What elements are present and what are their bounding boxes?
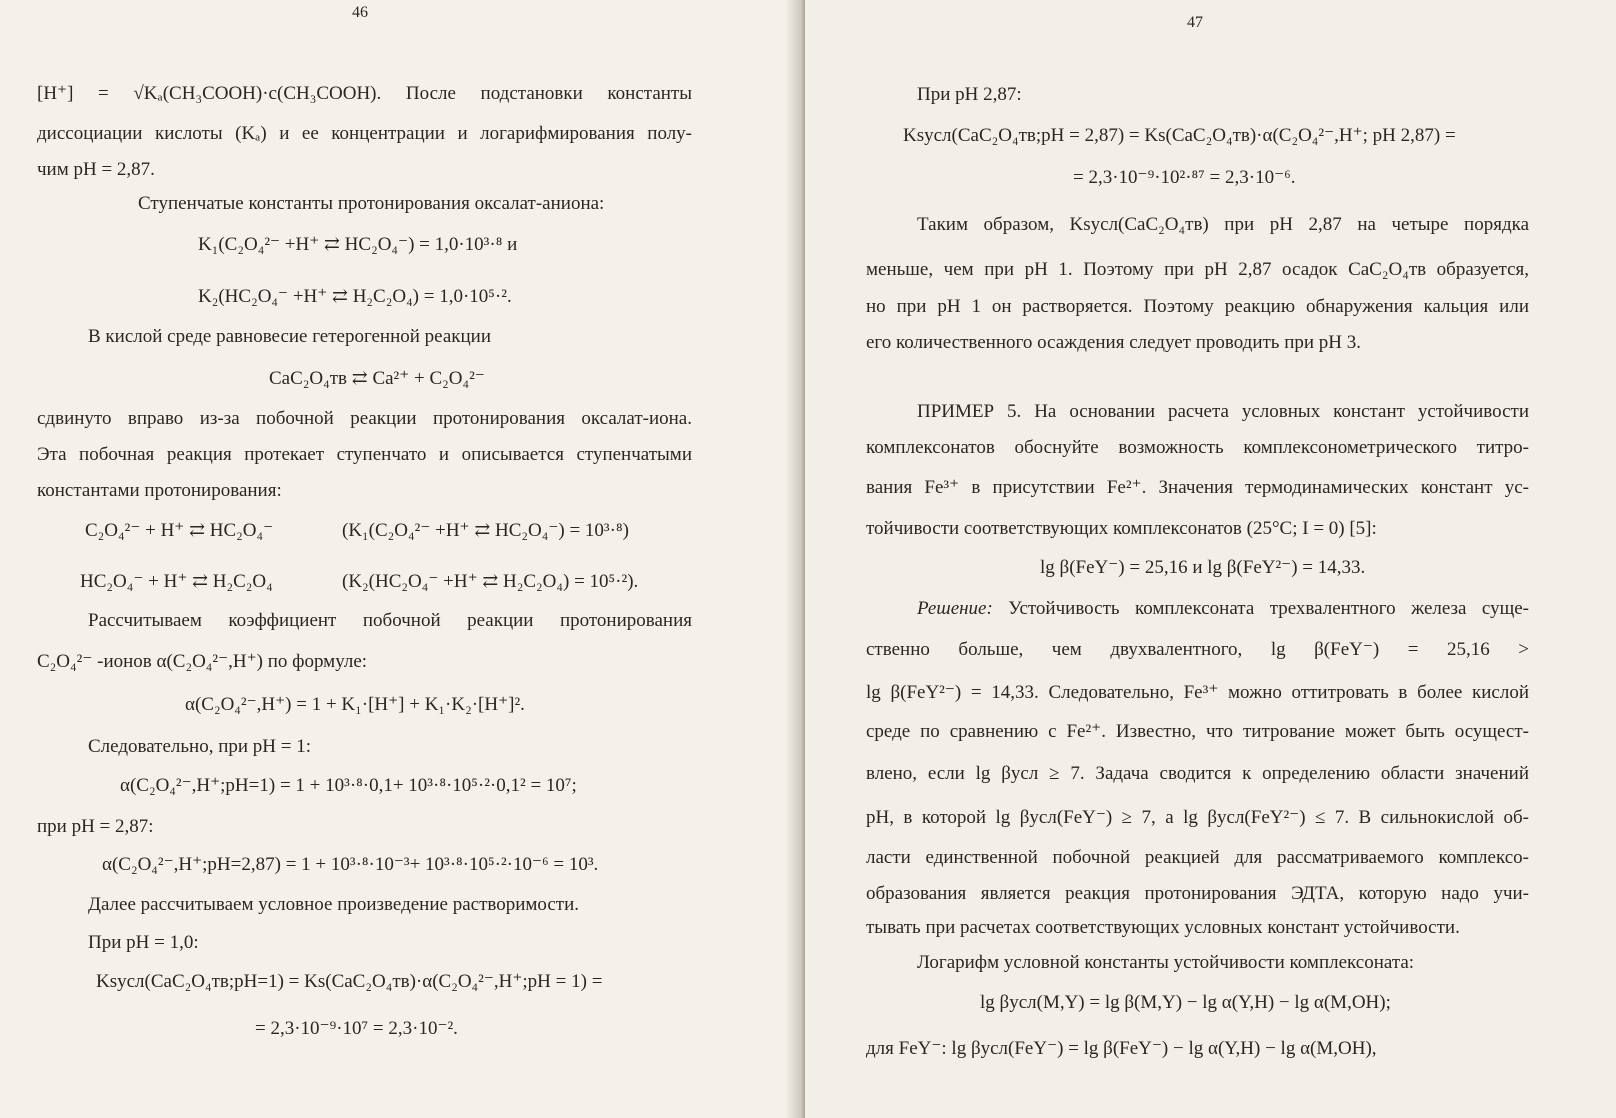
equation: Ksусл(CaC₂O₄тв;pH = 2,87) = Ks(CaC₂O₄тв)·α(C₂O₄²⁻,H⁺; pH 2,87) = (903, 125, 1456, 146)
text-line: C₂O₄²⁻ -ионов α(C₂O₄²⁻,H⁺) по формуле: (37, 651, 368, 672)
right-page (805, 0, 1616, 1118)
equation: для FeY⁻: lg βусл(FeY⁻) = lg β(FeY⁻) − lg α(Y,H) − lg α(M,OH), (866, 1038, 1377, 1059)
page-number: 46 (352, 4, 368, 21)
left-page (0, 0, 805, 1118)
equation: α(C₂O₄²⁻,H⁺;pH=2,87) = 1 + 10³·⁸·10⁻³+ 10³·⁸·10⁵·²·10⁻⁶ = 10³. (102, 854, 599, 875)
text-line: комплексонатов обоснуйте возможность комплексонометрического титро- (866, 437, 1529, 458)
text-line: чим pH = 2,87. (37, 159, 155, 180)
equation: C₂O₄²⁻ + H⁺ ⇄ HC₂O₄⁻ (85, 520, 274, 541)
text-line: При pH 2,87: (917, 84, 1022, 105)
text-line: При pH = 1,0: (88, 932, 199, 953)
text-line: В кислой среде равновесие гетерогенной реакции (88, 326, 492, 347)
text-line: сдвинуто вправо из-за побочной реакции протонирования оксалат-иона. (37, 408, 692, 429)
text-line: вания Fe³⁺ в присутствии Fe²⁺. Значения термодинамических констант ус- (866, 477, 1529, 498)
text-line: константами протонирования: (37, 480, 282, 501)
equation: CaC₂O₄тв ⇄ Ca²⁺ + C₂O₄²⁻ (269, 368, 485, 389)
text-line: при pH = 2,87: (37, 816, 154, 837)
text-line: тывать при расчетах соответствующих условных констант устойчивости. (866, 917, 1460, 938)
page-number: 47 (1187, 14, 1203, 31)
text-line: но при pH 1 он растворяется. Поэтому реакцию обнаружения кальция или (866, 296, 1529, 317)
text-line: [H⁺] = √Kₐ(CH₃COOH)·c(CH₃COOH). После подстановки константы (37, 83, 692, 104)
equation: lg βусл(M,Y) = lg β(M,Y) − lg α(Y,H) − lg α(M,OH); (980, 992, 1391, 1013)
solution-label: Решение: (917, 598, 993, 619)
text-line: Таким образом, Ksусл(CaC₂O₄тв) при pH 2,87 на четыре порядка (917, 214, 1529, 235)
equation: lg β(FeY⁻) = 25,16 и lg β(FeY²⁻) = 14,33. (1040, 557, 1366, 578)
equation: K₂(HC₂O₄⁻ +H⁺ ⇄ H₂C₂O₄) = 1,0·10⁵·². (198, 286, 512, 307)
equation: HC₂O₄⁻ + H⁺ ⇄ H₂C₂O₄ (80, 571, 273, 592)
text-line: Ступенчатые константы протонирования оксалат-аниона: (138, 193, 605, 214)
equation: α(C₂O₄²⁻,H⁺) = 1 + K₁·[H⁺] + K₁·K₂·[H⁺]². (185, 694, 525, 715)
text-line: среде по сравнению с Fe²⁺. Известно, что титрование может быть осущест- (866, 721, 1529, 742)
text-line: Рассчитываем коэффициент побочной реакции протонирования (88, 610, 692, 631)
text-line: Следовательно, при pH = 1: (88, 736, 312, 757)
equation: Ksусл(CaC₂O₄тв;pH=1) = Ks(CaC₂O₄тв)·α(C₂O₄²⁻,H⁺;pH = 1) = (96, 971, 603, 992)
equation: (K₂(HC₂O₄⁻ +H⁺ ⇄ H₂C₂O₄) = 10⁵·²). (342, 571, 639, 592)
text-line: ПРИМЕР 5. На основании расчета условных констант устойчивости (917, 401, 1529, 422)
text-line: Эта побочная реакция протекает ступенчато и описывается ступенчатыми (37, 444, 692, 465)
text-line: диссоциации кислоты (Kₐ) и ее концентрации и логарифмирования полу- (37, 123, 692, 144)
text-line: pH, в которой lg βусл(FeY⁻) ≥ 7, а lg βусл(FeY²⁻) ≤ 7. В сильнокислой об- (866, 807, 1529, 828)
text-line: lg β(FeY²⁻) = 14,33. Следовательно, Fe³⁺ можно оттитровать в более кислой (866, 682, 1529, 703)
equation: (K₁(C₂O₄²⁻ +H⁺ ⇄ HC₂O₄⁻) = 10³·⁸) (342, 520, 629, 541)
text-line: Далее рассчитываем условное произведение растворимости. (88, 894, 580, 915)
text-line: тойчивости соответствующих комплексонатов (25°C; I = 0) [5]: (866, 518, 1377, 539)
text-line: его количественного осаждения следует проводить при pH 3. (866, 332, 1362, 353)
text-line: ласти единственной побочной реакцией для рассматриваемого комплексо- (866, 847, 1529, 868)
text-line: ственно больше, чем двухвалентного, lg β(FeY⁻) = 25,16 > (866, 639, 1529, 660)
text-line: Решение: Устойчивость комплексоната трехвалентного железа суще- (917, 598, 1529, 619)
equation: = 2,3·10⁻⁹·10⁷ = 2,3·10⁻². (255, 1018, 458, 1039)
equation: K₁(C₂O₄²⁻ +H⁺ ⇄ HC₂O₄⁻) = 1,0·10³·⁸ и (198, 234, 518, 255)
text-line: Логарифм условной константы устойчивости комплексоната: (917, 952, 1415, 973)
equation: α(C₂O₄²⁻,H⁺;pH=1) = 1 + 10³·⁸·0,1+ 10³·⁸·10⁵·²·0,1² = 10⁷; (120, 775, 577, 796)
text-line: образования является реакция протонирования ЭДТА, которую надо учи- (866, 883, 1529, 904)
text-line: меньше, чем при pH 1. Поэтому при pH 2,87 осадок CaC₂O₄тв образуется, (866, 259, 1529, 280)
equation: = 2,3·10⁻⁹·10²·⁸⁷ = 2,3·10⁻⁶. (1073, 167, 1296, 188)
text-line: влено, если lg βусл ≥ 7. Задача сводится к определению области значений (866, 763, 1529, 784)
